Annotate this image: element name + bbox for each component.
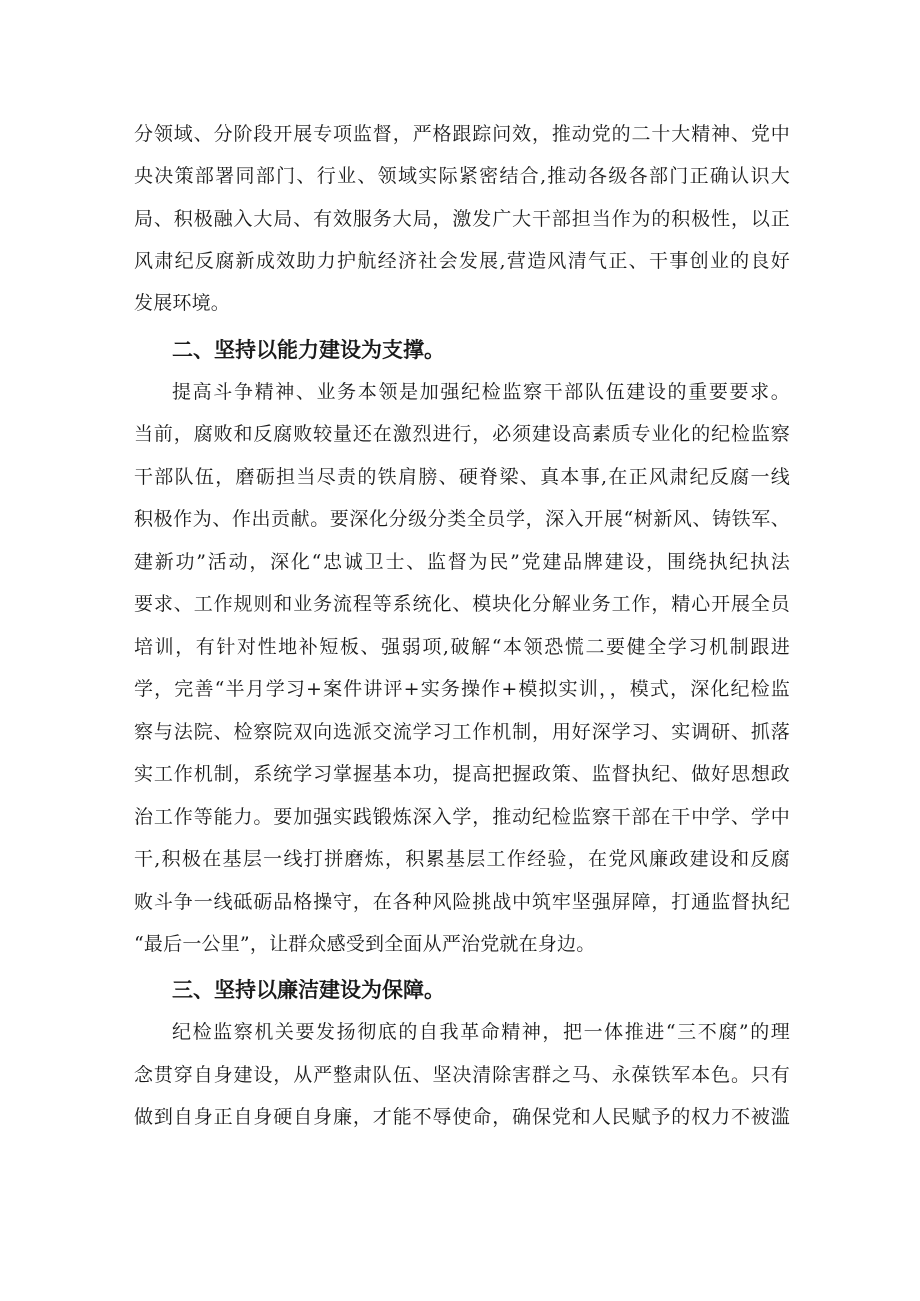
- paragraph-2-line-12: 干,积极在基层一线打拼磨炼，积累基层工作经验，在党风廉政建设和反腐: [134, 848, 790, 870]
- paragraph-3-line-2: 念贯穿自身建设，从严整肃队伍、坚决清除害群之马、永葆铁军本色。只有: [134, 1064, 790, 1086]
- paragraph-3-line-3: 做到自身正自身硬自身廉，才能不辱使命，确保党和人民赋予的权力不被滥: [134, 1106, 790, 1128]
- paragraph-2-line-1: 提高斗争精神、业务本领是加强纪检监察干部队伍建设的重要要求。: [172, 381, 790, 403]
- paragraph-1-line-4: 风肃纪反腐新成效助力护航经济社会发展,营造风清气正、干事创业的良好: [134, 250, 790, 272]
- paragraph-2-line-4: 积极作为、作出贡献。要深化分级分类全员学，深入开展“树新风、铸铁军、: [134, 508, 790, 530]
- paragraph-2-line-8: 学，完善“半月学习+案件讲评+实务操作+模拟实训，，模式，深化纪检监: [134, 678, 790, 700]
- paragraph-1-line-3: 局、积极融入大局、有效服务大局，激发广大干部担当作为的积极性，以正: [134, 208, 790, 230]
- paragraph-2-line-11: 治工作等能力。要加强实践锻炼深入学，推动纪检监察干部在干中学、学中: [134, 806, 790, 828]
- paragraph-2-line-10: 实工作机制，系统学习掌握基本功，提高把握政策、监督执纪、做好思想政: [134, 763, 790, 785]
- paragraph-2-line-2: 当前，腐败和反腐败较量还在激烈进行，必须建设高素质专业化的纪检监察: [134, 423, 790, 445]
- paragraph-2-line-5: 建新功”活动，深化“忠诚卫士、监督为民”党建品牌建设，围绕执纪执法: [134, 551, 790, 573]
- paragraph-2-line-14: “最后一公里”，让群众感受到全面从严治党就在身边。: [134, 933, 596, 955]
- paragraph-1-line-5: 发展环境。: [134, 292, 231, 314]
- paragraph-1-line-1: 分领域、分阶段开展专项监督，严格跟踪问效，推动党的二十大精神、党中: [134, 123, 790, 145]
- paragraph-3-line-1: 纪检监察机关要发扬彻底的自我革命精神，把一体推进“三不腐”的理: [172, 1021, 790, 1043]
- paragraph-1-line-2: 央决策部署同部门、行业、领域实际紧密结合,推动各级各部门正确认识大: [134, 165, 790, 187]
- section-heading-2: 二、坚持以能力建设为支撑。: [172, 338, 445, 362]
- paragraph-2-line-7: 培训，有针对性地补短板、强弱项,破解“本领恐慌二要健全学习机制跟进: [134, 636, 790, 658]
- paragraph-2-line-9: 察与法院、检察院双向选派交流学习工作机制，用好深学习、实调研、抓落: [134, 721, 790, 743]
- section-heading-3: 三、坚持以廉洁建设为保障。: [172, 978, 445, 1002]
- paragraph-2-line-13: 败斗争一线砥砺品格操守，在各种风险挑战中筑牢坚强屏障，打通监督执纪: [134, 891, 790, 913]
- paragraph-2-line-6: 要求、工作规则和业务流程等系统化、模块化分解业务工作，精心开展全员: [134, 593, 790, 615]
- paragraph-2-line-3: 干部队伍，磨砺担当尽责的铁肩膀、硬脊梁、真本事,在正风肃纪反腐一线: [134, 466, 790, 488]
